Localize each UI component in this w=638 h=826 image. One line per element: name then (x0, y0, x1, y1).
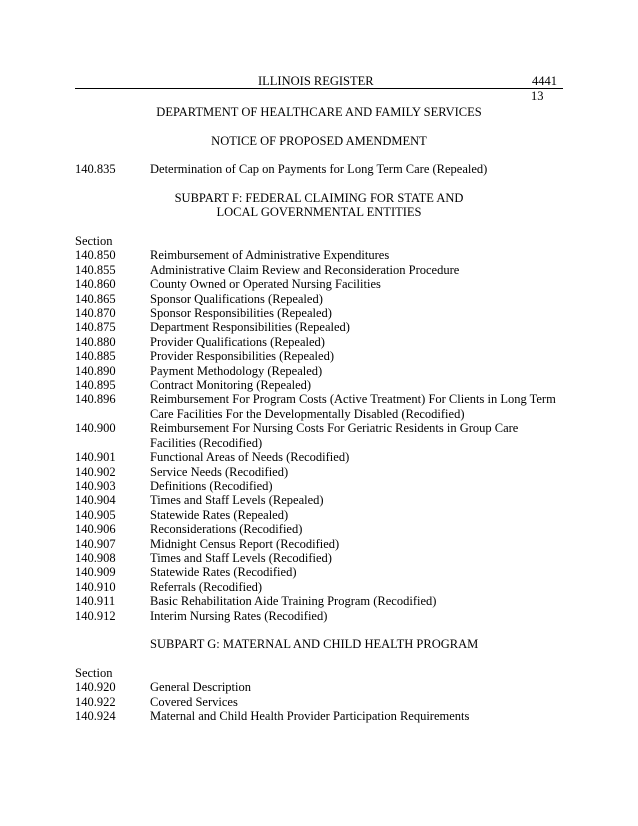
issue-number: 13 (531, 89, 544, 103)
section-number: 140.895 (75, 378, 116, 393)
section-title: Statewide Rates (Recodified) (150, 565, 297, 580)
section-row (75, 335, 563, 349)
section-row (75, 421, 563, 450)
section-row (75, 378, 563, 392)
section-row (75, 450, 563, 464)
section-number: 140.902 (75, 464, 116, 479)
section-label: Section (75, 666, 113, 680)
section-title: Department Responsibilities (Repealed) (150, 320, 350, 335)
section-title: Interim Nursing Rates (Recodified) (150, 608, 328, 623)
section-row (75, 306, 563, 320)
section-number: 140.907 (75, 536, 116, 551)
page-number: 4441 (532, 74, 557, 88)
subpart-f-section-list (75, 234, 563, 623)
section-title: Functional Areas of Needs (Recodified) (150, 450, 350, 465)
section-title: Sponsor Responsibilities (Repealed) (150, 306, 332, 321)
section-number: 140.850 (75, 248, 116, 263)
section-row (75, 565, 563, 579)
section-row (75, 709, 563, 723)
section-title: Midnight Census Report (Recodified) (150, 536, 340, 551)
section-row (75, 609, 563, 623)
section-title: Reconsiderations (Recodified) (150, 522, 303, 537)
section-number: 140.901 (75, 450, 116, 465)
section-title: Provider Qualifications (Repealed) (150, 334, 325, 349)
section-number: 140.922 (75, 694, 116, 709)
section-row (75, 522, 563, 536)
section-number: 140.906 (75, 522, 116, 537)
section-title: Reimbursement For Program Costs (Active Treatment) For Clients in Long Term (150, 392, 556, 407)
section-row (75, 320, 563, 334)
section-number: 140.908 (75, 550, 116, 565)
section-row (75, 349, 563, 363)
section-title: Provider Responsibilities (Repealed) (150, 349, 334, 364)
section-row (75, 695, 563, 709)
section-title: Basic Rehabilitation Aide Training Program (Recodified) (150, 594, 437, 609)
section-row (75, 479, 563, 493)
section-number: 140.910 (75, 579, 116, 594)
section-title: General Description (150, 680, 252, 695)
section-row (75, 392, 563, 421)
section-title: Reimbursement For Nursing Costs For Geriatric Residents in Group Care (150, 421, 519, 436)
notice-heading: NOTICE OF PROPOSED AMENDMENT (211, 134, 427, 148)
section-number: 140.870 (75, 306, 116, 321)
section-title: Times and Staff Levels (Repealed) (150, 493, 324, 508)
section-title: Covered Services (150, 694, 238, 709)
section-number: 140.855 (75, 262, 116, 277)
section-row (75, 277, 563, 291)
section-row (75, 551, 563, 565)
section-number: 140.903 (75, 478, 116, 493)
section-title: Contract Monitoring (Repealed) (150, 378, 312, 393)
header-rule (75, 88, 563, 89)
section-number: 140.905 (75, 507, 116, 522)
section-number: 140.900 (75, 421, 116, 436)
section-title: Determination of Cap on Payments for Long Term Care (Repealed) (150, 162, 488, 176)
section-title: Definitions (Recodified) (150, 478, 273, 493)
section-row (75, 594, 563, 608)
section-number: 140.865 (75, 291, 116, 306)
section-row (75, 537, 563, 551)
section-number: 140.909 (75, 565, 116, 580)
subpart-g-section-list (75, 666, 563, 724)
section-number: 140.924 (75, 709, 116, 724)
top-entry (75, 162, 563, 176)
section-title: Sponsor Qualifications (Repealed) (150, 291, 323, 306)
section-number: 140.911 (75, 594, 116, 609)
section-number: 140.880 (75, 334, 116, 349)
section-title: Statewide Rates (Repealed) (150, 507, 289, 522)
section-row (75, 292, 563, 306)
agency-heading: DEPARTMENT OF HEALTHCARE AND FAMILY SERVICES (156, 105, 482, 119)
section-title: Reimbursement of Administrative Expenditures (150, 248, 390, 263)
section-title: Administrative Claim Review and Reconsideration Procedure (150, 262, 460, 277)
section-number: 140.890 (75, 363, 116, 378)
section-row (75, 465, 563, 479)
section-title-continued: Facilities (Recodified) (150, 435, 263, 450)
section-row (75, 263, 563, 277)
subpart-f-entries (75, 248, 563, 623)
section-number: 140.920 (75, 680, 116, 695)
section-row (75, 493, 563, 507)
section-title: Maternal and Child Health Provider Participation Requirements (150, 709, 470, 724)
section-row (75, 162, 563, 176)
section-row (75, 580, 563, 594)
subpart-g-entries (75, 680, 563, 723)
section-row (75, 680, 563, 694)
section-title: Payment Methodology (Repealed) (150, 363, 323, 378)
section-label: Section (75, 234, 113, 248)
section-title: Times and Staff Levels (Recodified) (150, 550, 332, 565)
section-number: 140.912 (75, 608, 116, 623)
section-number: 140.896 (75, 392, 116, 407)
register-title: ILLINOIS REGISTER (258, 74, 374, 88)
section-number: 140.835 (75, 162, 116, 176)
section-number: 140.885 (75, 349, 116, 364)
section-title: Referrals (Recodified) (150, 579, 263, 594)
section-number: 140.875 (75, 320, 116, 335)
section-title: County Owned or Operated Nursing Facilities (150, 277, 381, 292)
subpart-g-heading: SUBPART G: MATERNAL AND CHILD HEALTH PROGRAM (150, 637, 479, 651)
section-title: Service Needs (Recodified) (150, 464, 289, 479)
section-title-continued: Care Facilities For the Developmentally Disabled (Recodified) (150, 406, 465, 421)
section-number: 140.904 (75, 493, 116, 508)
section-number: 140.860 (75, 277, 116, 292)
subpart-f-heading-line2: LOCAL GOVERNMENTAL ENTITIES (216, 205, 422, 219)
section-row (75, 508, 563, 522)
subpart-f-heading-line1: SUBPART F: FEDERAL CLAIMING FOR STATE AND (174, 191, 464, 205)
section-row (75, 364, 563, 378)
subpart-g-heading-wrap (75, 637, 563, 651)
section-row (75, 248, 563, 262)
